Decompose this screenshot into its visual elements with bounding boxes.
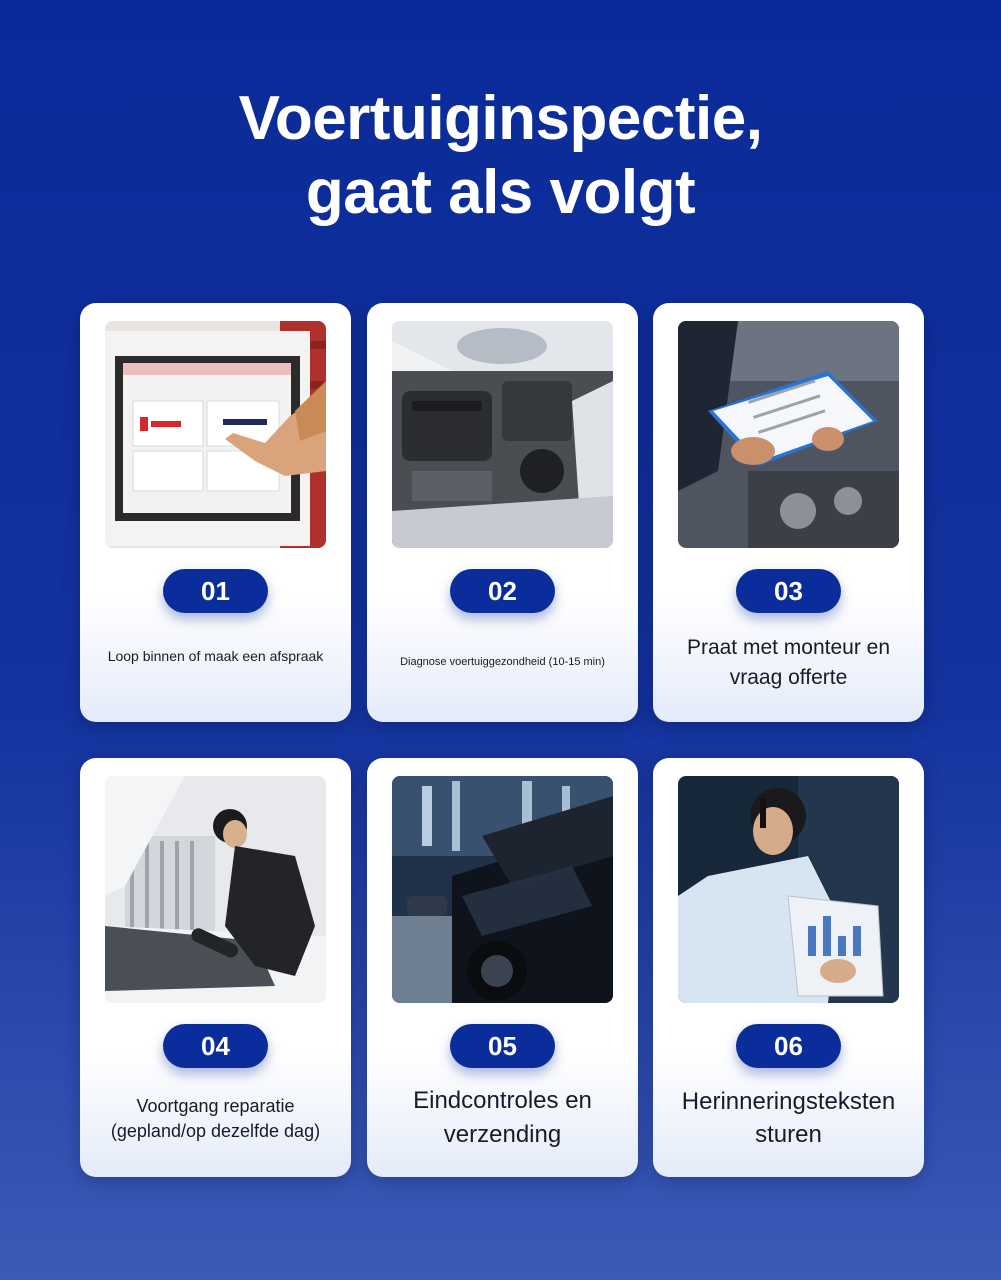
step-photo-engine <box>392 321 613 548</box>
step-label: Eindcontroles en verzending <box>413 1087 592 1148</box>
step-card-02 <box>367 303 638 722</box>
step-card-01 <box>80 303 351 722</box>
step-number-badge: 01 <box>163 569 268 613</box>
step-label: Herinneringsteksten sturen <box>681 1088 896 1148</box>
step-label: Loop binnen of maak een afspraak <box>107 648 324 664</box>
step-photo-agent <box>678 776 899 1003</box>
step-photo-clipboard <box>678 321 899 548</box>
title-line-1: Voertuiginspectie, <box>238 84 763 153</box>
step-label: Voortgang reparatie (gepland/op dezelfde dag) <box>110 1096 321 1141</box>
step-card-04 <box>80 758 351 1177</box>
step-photo-repair <box>105 776 326 1003</box>
step-card-06 <box>653 758 924 1177</box>
step-number-badge: 06 <box>736 1024 841 1068</box>
step-card-03 <box>653 303 924 722</box>
step-label: Diagnose voertuiggezondheid (10-15 min) <box>400 656 605 668</box>
step-number-badge: 04 <box>163 1024 268 1068</box>
step-number-badge: 03 <box>736 569 841 613</box>
step-label: Praat met monteur en vraag offerte <box>686 636 891 689</box>
step-photo-showroom <box>392 776 613 1003</box>
step-number-badge: 02 <box>450 569 555 613</box>
step-photo-kiosk <box>105 321 326 548</box>
step-card-05 <box>367 758 638 1177</box>
page-title <box>0 82 1001 230</box>
step-number-badge: 05 <box>450 1024 555 1068</box>
title-line-2: gaat als volgt <box>305 158 696 227</box>
